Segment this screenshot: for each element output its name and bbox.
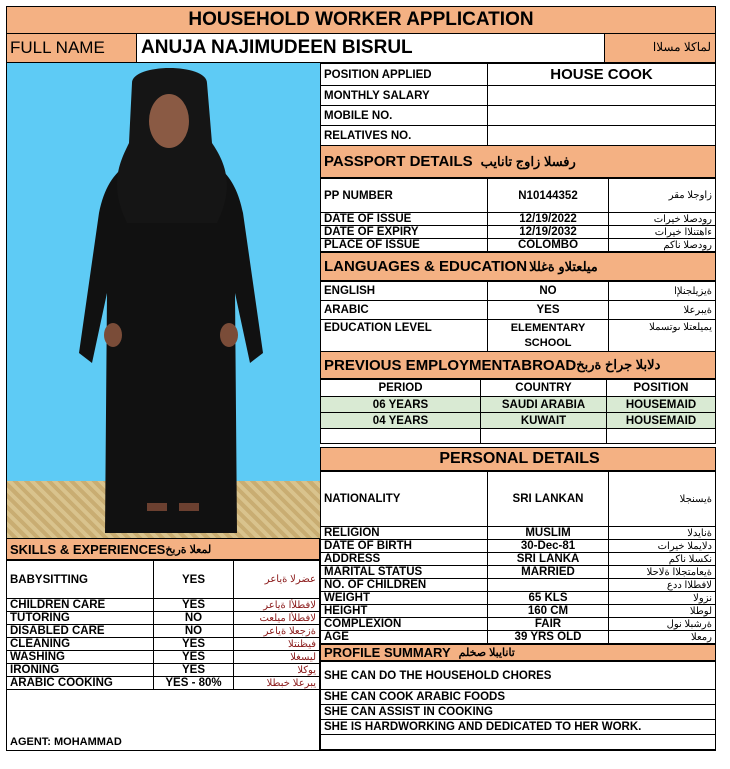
full-name-label: FULL NAME [7, 34, 137, 62]
skill-label: CHILDREN CARE [7, 599, 154, 612]
table-row [321, 690, 716, 705]
employment-country: KUWAIT [481, 413, 607, 429]
skill-value: YES [154, 638, 234, 651]
employment-country: SAUDI ARABIA [481, 397, 607, 413]
height-value: 160 CM [488, 605, 609, 618]
table-row [7, 638, 320, 651]
table-row [321, 735, 716, 750]
table-row [7, 561, 320, 599]
age-arabic: رمعلا [609, 631, 716, 644]
issue-place-arabic: رودصلا ناكم [609, 239, 716, 252]
complexion-label: COMPLEXION [321, 618, 488, 631]
arabic-arabic: ةيبرعلا [609, 301, 716, 320]
table-row [321, 540, 716, 553]
worker-figure [7, 63, 320, 538]
marital-value: MARRIED [488, 566, 609, 579]
personal-title: PERSONAL DETAILS [439, 450, 600, 467]
skill-value: YES [154, 664, 234, 677]
arabic-label: ARABIC [321, 301, 488, 320]
height-arabic: لوطلا [609, 605, 716, 618]
issue-place-label: PLACE OF ISSUE [321, 239, 488, 252]
dob-value: 30-Dec-81 [488, 540, 609, 553]
agent-box [6, 690, 320, 751]
english-value: NO [488, 282, 609, 301]
marital-label: MARITAL STATUS [321, 566, 488, 579]
profile-title: PROFILE SUMMARY [324, 645, 451, 660]
skills-section-header [6, 538, 320, 560]
table-row [321, 179, 716, 213]
education-value: ELEMENTARY [510, 321, 586, 334]
weight-arabic: نزولا [609, 592, 716, 605]
position-label: POSITION APPLIED [321, 64, 488, 86]
table-row [321, 705, 716, 720]
skill-value: YES [154, 561, 234, 599]
skill-arabic: لافطلأا ميلعت [234, 612, 320, 625]
country-header: COUNTRY [481, 380, 607, 397]
passport-title: PASSPORT DETAILS [324, 153, 473, 170]
religion-arabic: ةنايدلا [609, 527, 716, 540]
table-row [321, 472, 716, 527]
skill-arabic: يوكلا [234, 664, 320, 677]
table-row [321, 239, 716, 252]
nationality-arabic: ةيسنجلا [609, 472, 716, 527]
table-row [321, 226, 716, 239]
table-row [321, 320, 716, 352]
address-label: ADDRESS [321, 553, 488, 566]
table-row [7, 664, 320, 677]
dob-label: DATE OF BIRTH [321, 540, 488, 553]
table-row [321, 282, 716, 301]
table-row [321, 618, 716, 631]
languages-title: LANGUAGES & EDUCATION [324, 258, 528, 275]
profile-line: SHE CAN ASSIST IN COOKING [321, 705, 716, 720]
skill-label: IRONING [7, 664, 154, 677]
weight-value: 65 KLS [488, 592, 609, 605]
marital-arabic: ةيعامتجلاا ةلاحلا [609, 566, 716, 579]
employment-title: PREVIOUS EMPLOYMENTABROAD [324, 356, 577, 374]
skill-value: YES [154, 599, 234, 612]
profile-line: SHE CAN DO THE HOUSEHOLD CHORES [321, 662, 716, 690]
table-row [321, 413, 716, 429]
religion-value: MUSLIM [488, 527, 609, 540]
skill-label: TUTORING [7, 612, 154, 625]
table-row [321, 380, 716, 397]
english-label: ENGLISH [321, 282, 488, 301]
skill-arabic: لافطلأا ةياعر [234, 599, 320, 612]
table-row [321, 301, 716, 320]
pp-number-label: PP NUMBER [321, 179, 488, 213]
full-name-arabic-label: لماكلا مسلاا [605, 34, 715, 62]
profile-table [320, 661, 716, 751]
table-row [7, 677, 320, 690]
employment-position: HOUSEMAID [607, 397, 716, 413]
salary-label: MONTHLY SALARY [321, 86, 488, 106]
profile-line: SHE IS HARDWORKING AND DEDICATED TO HER WORK. [321, 720, 716, 735]
skill-arabic: ليسغلا [234, 651, 320, 664]
full-name-value: ANUJA NAJIMUDEEN BISRUL [137, 34, 605, 62]
position-header: POSITION [607, 380, 716, 397]
mobile-value [488, 106, 716, 126]
employment-section-header [320, 351, 716, 379]
religion-label: RELIGION [321, 527, 488, 540]
skill-value: NO [154, 625, 234, 638]
address-value: SRI LANKA [488, 553, 609, 566]
dob-arabic: دلايملا خيرات [609, 540, 716, 553]
table-row [321, 720, 716, 735]
employment-table [320, 379, 716, 443]
skill-arabic: عضرلا ةياعر [234, 561, 320, 599]
table-row [321, 553, 716, 566]
relatives-value [488, 126, 716, 146]
english-arabic: ةيزيلجنلإا [609, 282, 716, 301]
expiry-date-value: 12/19/2032 [488, 226, 609, 239]
passport-section-header [320, 145, 716, 178]
form-title: HOUSEHOLD WORKER APPLICATION [6, 6, 716, 34]
pp-number-value: N10144352 [488, 179, 609, 213]
profile-section-header [320, 644, 716, 661]
table-row [321, 86, 716, 106]
skill-label: BABYSITTING [7, 561, 154, 599]
skills-title-arabic: لمعلا ةربخ [165, 543, 212, 556]
complexion-arabic: ةرشبلا نول [609, 618, 716, 631]
table-row [321, 592, 716, 605]
mobile-label: MOBILE NO. [321, 106, 488, 126]
skill-label: ARABIC COOKING [7, 677, 154, 690]
employment-period: 06 YEARS [321, 397, 481, 413]
education-value-line2: SCHOOL [524, 336, 572, 349]
agent-label: AGENT: MOHAMMAD [10, 736, 122, 748]
profile-line: SHE CAN COOK ARABIC FOODS [321, 690, 716, 705]
skills-table [6, 560, 320, 690]
arabic-value: YES [488, 301, 609, 320]
table-row [7, 612, 320, 625]
skill-label: WASHING [7, 651, 154, 664]
education-label: EDUCATION LEVEL [321, 320, 488, 352]
profile-title-arabic: تانايبلا صخلم [458, 647, 515, 659]
languages-title-arabic: ميلعتلاو ةغللا [529, 258, 598, 274]
weight-label: WEIGHT [321, 592, 488, 605]
skill-value: NO [154, 612, 234, 625]
skill-label: CLEANING [7, 638, 154, 651]
skills-title: SKILLS & EXPERIENCES [10, 541, 166, 557]
complexion-value: FAIR [488, 618, 609, 631]
passport-table [320, 178, 716, 252]
issue-place-value: COLOMBO [488, 239, 609, 252]
position-value: HOUSE COOK [488, 64, 716, 86]
table-row [321, 579, 716, 592]
languages-section-header [320, 252, 716, 281]
skill-arabic: ةزجعلا ةياعر [234, 625, 320, 638]
children-arabic: لافطلاا ددع [609, 579, 716, 592]
children-label: NO. OF CHILDREN [321, 579, 488, 592]
height-label: HEIGHT [321, 605, 488, 618]
employment-title-arabic: دلابلا جراخ ةربخ [576, 357, 661, 372]
nationality-label: NATIONALITY [321, 472, 488, 527]
table-row [321, 566, 716, 579]
issue-date-label: DATE OF ISSUE [321, 213, 488, 226]
table-row [321, 106, 716, 126]
table-row [7, 599, 320, 612]
worker-photo [6, 63, 320, 538]
position-table [320, 63, 716, 145]
expiry-date-label: DATE OF EXPIRY [321, 226, 488, 239]
table-row [321, 527, 716, 540]
employment-period: 04 YEARS [321, 413, 481, 429]
table-row [321, 750, 716, 751]
personal-section-header [320, 447, 716, 471]
issue-date-arabic: رودصلا خيرات [609, 213, 716, 226]
table-row [7, 651, 320, 664]
skill-value: YES - 80% [154, 677, 234, 690]
languages-table [320, 281, 716, 351]
period-header: PERIOD [321, 380, 481, 397]
table-row [321, 605, 716, 618]
age-value: 39 YRS OLD [488, 631, 609, 644]
skill-value: YES [154, 651, 234, 664]
education-arabic: يميلعتلا ىوتسملا [609, 320, 716, 352]
table-row [321, 64, 716, 86]
table-row [321, 126, 716, 146]
skill-label: DISABLED CARE [7, 625, 154, 638]
age-label: AGE [321, 631, 488, 644]
personal-table [320, 471, 716, 644]
skill-arabic: فيظنتلا [234, 638, 320, 651]
salary-value [488, 86, 716, 106]
table-row [321, 429, 716, 444]
issue-date-value: 12/19/2022 [488, 213, 609, 226]
skill-arabic: يبرعلا خبطلا [234, 677, 320, 690]
table-row [7, 625, 320, 638]
expiry-date-arabic: ءاهتنلاا خيرات [609, 226, 716, 239]
full-name-row [6, 34, 716, 63]
passport-title-arabic: رفسلا زاوج تانايب [480, 153, 576, 169]
relatives-label: RELATIVES NO. [321, 126, 488, 146]
table-row [321, 662, 716, 690]
table-row [321, 213, 716, 226]
pp-number-arabic: زاوجلا مقر [609, 179, 716, 213]
table-row [321, 631, 716, 644]
address-arabic: نكسلا ناكم [609, 553, 716, 566]
table-row [321, 397, 716, 413]
nationality-value: SRI LANKAN [488, 472, 609, 527]
employment-position: HOUSEMAID [607, 413, 716, 429]
children-value [488, 579, 609, 592]
